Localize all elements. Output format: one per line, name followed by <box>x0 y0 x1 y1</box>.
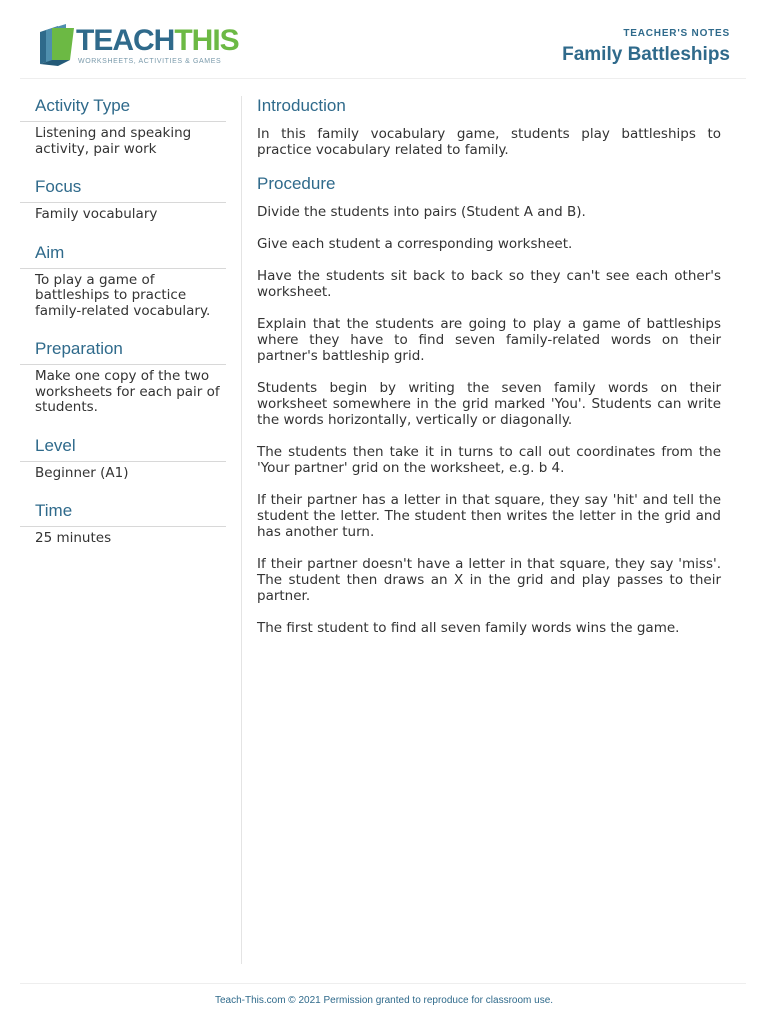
sidebar-heading: Level <box>20 434 226 462</box>
logo-wordmark <box>76 24 239 58</box>
introduction-heading: Introduction <box>257 96 346 115</box>
sidebar-section-level <box>20 434 226 482</box>
main-content <box>257 94 721 652</box>
sidebar-section-activity-type <box>20 94 226 157</box>
procedure-heading: Procedure <box>257 174 336 193</box>
sidebar-text: To play a game of battleships to practice family-related vocabulary. <box>35 271 211 319</box>
sidebar-section-focus <box>20 175 226 223</box>
book-icon <box>36 24 76 66</box>
sidebar-section-aim <box>20 241 226 320</box>
sidebar-section-preparation <box>20 337 226 416</box>
sidebar-heading: Activity Type <box>20 94 226 122</box>
logo-tagline: WORKSHEETS, ACTIVITIES & GAMES <box>78 58 222 65</box>
header-divider <box>20 78 746 79</box>
page-title: Family Battleships <box>562 44 730 65</box>
footer-copyright[interactable]: Teach-This.com © 2021 Permission granted to reproduce for classroom use. <box>214 995 554 1006</box>
procedure-step: The students then take it in turns to call out coordinates from the 'Your partner' grid on the worksheet, e.g. b 4. <box>257 444 721 476</box>
procedure-step: Explain that the students are going to play a game of battleships where they have to find seven family-related words on their partner's battleship grid. <box>257 316 721 364</box>
procedure-step: Students begin by writing the seven family words on their worksheet somewhere in the grid marked 'You'. Students can write the words horizontally, vertically or diagonally. <box>257 380 721 428</box>
teach-this-logo[interactable] <box>36 22 239 72</box>
sidebar-text: Listening and speaking activity, pair work <box>35 125 192 157</box>
teachers-notes-label: TEACHER'S NOTES <box>623 28 730 39</box>
sidebar-heading: Preparation <box>20 337 226 365</box>
procedure-step: Divide the students into pairs (Student A and B). <box>257 204 586 220</box>
sidebar-text: Make one copy of the two worksheets for each pair of students. <box>35 368 220 415</box>
procedure-step: If their partner doesn't have a letter in that square, they say 'miss'. The student then draws an X in the grid and play passes to their partner. <box>257 556 721 604</box>
procedure-step: The first student to find all seven family words wins the game. <box>257 620 680 636</box>
procedure-step: Give each student a corresponding worksheet. <box>257 236 573 252</box>
logo-word-teach: TEACH <box>76 24 175 57</box>
logo-word-this: THIS <box>174 24 239 57</box>
column-divider <box>241 96 242 964</box>
sidebar-heading: Time <box>20 499 226 527</box>
procedure-step: If their partner has a letter in that square, they say 'hit' and tell the student the letter. The student then writes the letter in the grid and has another turn. <box>257 492 721 540</box>
sidebar-heading: Aim <box>20 241 226 269</box>
sidebar-text: Beginner (A1) <box>35 464 129 481</box>
sidebar-heading: Focus <box>20 175 226 203</box>
procedure-step: Have the students sit back to back so they can't see each other's worksheet. <box>257 268 721 300</box>
footer-divider <box>20 983 746 984</box>
sidebar-section-time <box>20 499 226 547</box>
sidebar <box>20 94 226 565</box>
introduction-text: In this family vocabulary game, students play battleships to practice vocabulary related to family. <box>257 126 721 158</box>
sidebar-text: Family vocabulary <box>35 206 158 222</box>
sidebar-text: 25 minutes <box>35 530 112 546</box>
page-header <box>0 0 768 80</box>
